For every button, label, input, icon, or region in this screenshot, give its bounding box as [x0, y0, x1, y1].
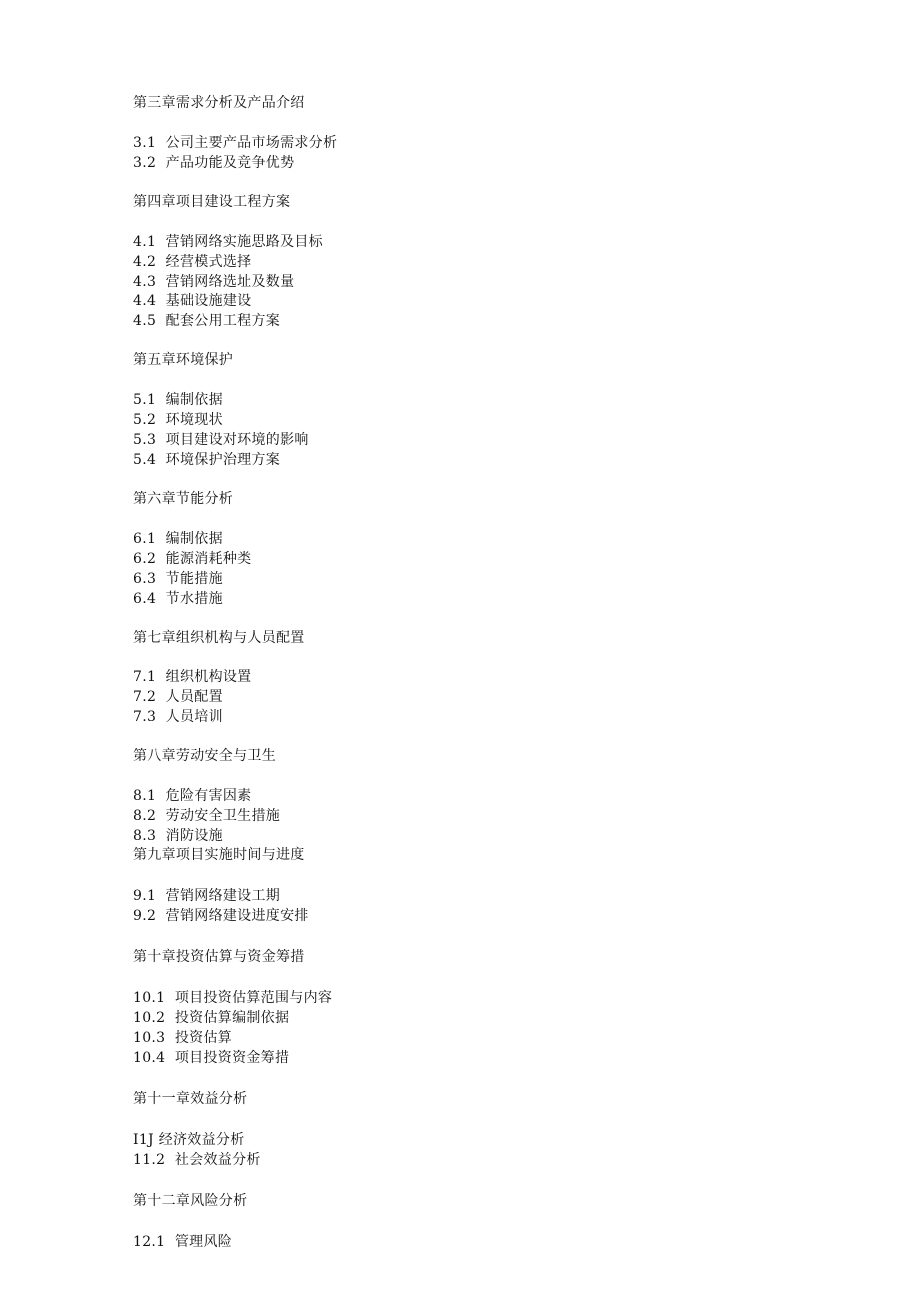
toc-item-5-3: 5.3 项目建设对环境的影响	[133, 432, 309, 448]
toc-item-3-1: 3.1 公司主要产品市场需求分析	[133, 135, 338, 151]
toc-item-5-2: 5.2 环境现状	[133, 412, 223, 428]
chapter-7-title: 第七章组织机构与人员配置	[133, 630, 305, 646]
toc-item-8-3: 8.3 消防设施	[133, 828, 223, 844]
toc-item-8-2: 8.2 劳动安全卫生措施	[133, 808, 281, 824]
chapter-12-title: 第十二章风险分析	[133, 1193, 248, 1209]
chapter-11-title: 第十一章效益分析	[133, 1091, 248, 1107]
toc-item-10-1: 10.1 项目投资估算范围与内容	[133, 990, 333, 1006]
toc-item-11-1: I1J 经济效益分析	[133, 1132, 245, 1148]
toc-item-6-4: 6.4 节水措施	[133, 591, 223, 607]
chapter-9-title: 第九章项目实施时间与进度	[133, 847, 305, 863]
toc-item-4-1: 4.1 营销网络实施思路及目标	[133, 234, 323, 250]
toc-item-12-1: 12.1 管理风险	[133, 1234, 233, 1250]
toc-item-4-4: 4.4 基础设施建设	[133, 293, 252, 309]
chapter-5-title: 第五章环境保护	[133, 352, 234, 368]
chapter-8-title: 第八章劳动安全与卫生	[133, 748, 276, 764]
toc-item-4-2: 4.2 经营模式选择	[133, 254, 252, 270]
toc-item-10-4: 10.4 项目投资资金筹措	[133, 1050, 290, 1066]
toc-item-11-2: 11.2 社会效益分析	[133, 1152, 261, 1168]
toc-item-9-2: 9.2 营销网络建设进度安排	[133, 908, 309, 924]
toc-item-9-1: 9.1 营销网络建设工期	[133, 888, 281, 904]
toc-item-6-3: 6.3 节能措施	[133, 571, 223, 587]
toc-item-7-2: 7.2 人员配置	[133, 689, 223, 705]
toc-item-4-5: 4.5 配套公用工程方案	[133, 313, 281, 329]
chapter-10-title: 第十章投资估算与资金筹措	[133, 949, 305, 965]
toc-item-3-2: 3.2 产品功能及竞争优势	[133, 155, 295, 171]
toc-item-5-1: 5.1 编制依据	[133, 392, 223, 408]
toc-item-6-1: 6.1 编制依据	[133, 531, 223, 547]
toc-item-10-2: 10.2 投资估算编制依据	[133, 1010, 290, 1026]
toc-item-10-3: 10.3 投资估算	[133, 1030, 233, 1046]
toc-item-4-3: 4.3 营销网络选址及数量	[133, 274, 295, 290]
toc-item-6-2: 6.2 能源消耗种类	[133, 551, 252, 567]
chapter-3-title: 第三章需求分析及产品介绍	[133, 95, 305, 111]
chapter-6-title: 第六章节能分析	[133, 491, 234, 507]
chapter-4-title: 第四章项目建设工程方案	[133, 194, 291, 210]
toc-item-7-1: 7.1 组织机构设置	[133, 669, 252, 685]
toc-item-7-3: 7.3 人员培训	[133, 709, 223, 725]
toc-item-5-4: 5.4 环境保护治理方案	[133, 452, 281, 468]
toc-item-8-1: 8.1 危险有害因素	[133, 788, 252, 804]
